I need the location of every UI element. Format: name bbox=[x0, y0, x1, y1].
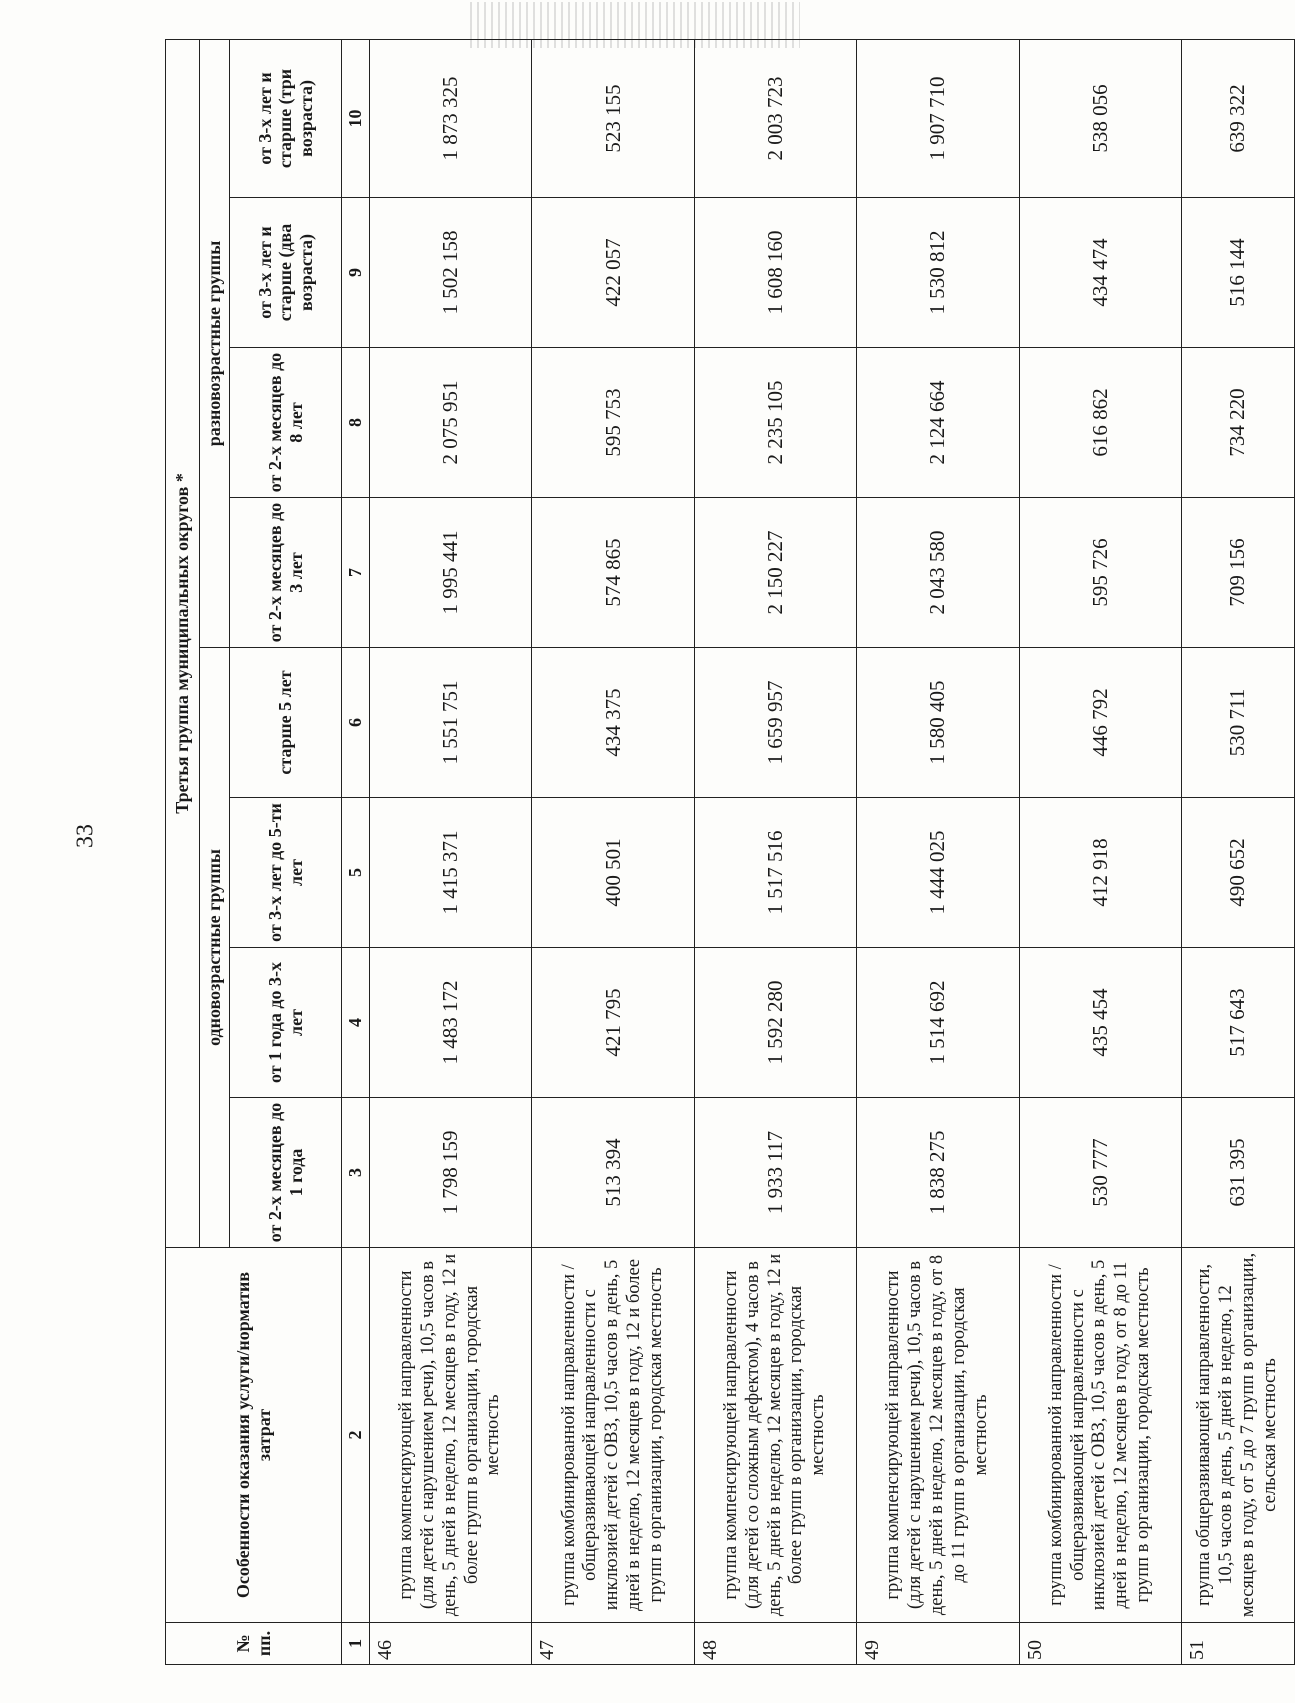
header-col-number: 4 bbox=[342, 948, 370, 1098]
cost-value: 538 056 bbox=[1019, 39, 1181, 197]
header-age-col-4: от 1 года до 3-х лет bbox=[230, 948, 342, 1098]
cost-value: 2 075 951 bbox=[370, 348, 532, 498]
cost-value: 434 375 bbox=[532, 648, 694, 798]
cost-value: 2 235 105 bbox=[694, 348, 856, 498]
cost-value: 1 502 158 bbox=[370, 198, 532, 348]
cost-value: 446 792 bbox=[1019, 648, 1181, 798]
cost-value: 709 156 bbox=[1181, 498, 1294, 648]
cost-value: 1 659 957 bbox=[694, 648, 856, 798]
service-description: группа общеразвивающей направленности, 10,5 часов в день, 5 дней в неделю, 12 месяцев в году, от 5 до 7 групп в организации, сельская местность bbox=[1181, 1248, 1294, 1623]
service-description: группа комбинированной направленности / общеразвивающей направленности с инклюзией детей с ОВЗ, 10,5 часов в день, 5 дней в неделю, 12 месяцев в году, 12 и более групп в организации, городская местность bbox=[532, 1248, 694, 1623]
cost-value: 400 501 bbox=[532, 798, 694, 948]
header-col-no: № пп. bbox=[166, 1623, 342, 1665]
cost-value: 517 643 bbox=[1181, 948, 1294, 1098]
cost-value: 1 444 025 bbox=[857, 798, 1019, 948]
cost-value: 422 057 bbox=[532, 198, 694, 348]
header-age-col-5: от 3-х лет до 5-ти лет bbox=[230, 798, 342, 948]
cost-value: 412 918 bbox=[1019, 798, 1181, 948]
cost-value: 1 933 117 bbox=[694, 1098, 856, 1248]
cost-value: 435 454 bbox=[1019, 948, 1181, 1098]
cost-value: 1 995 441 bbox=[370, 498, 532, 648]
header-col-number: 1 bbox=[342, 1623, 370, 1665]
cost-value: 574 865 bbox=[532, 498, 694, 648]
header-age-col-8: от 2-х месяцев до 8 лет bbox=[230, 348, 342, 498]
cost-value: 1 415 371 bbox=[370, 798, 532, 948]
header-col-number: 3 bbox=[342, 1098, 370, 1248]
header-subgroup-single: одновозрастные группы bbox=[200, 648, 230, 1248]
cost-value: 1 530 812 bbox=[857, 198, 1019, 348]
row-number: 49 bbox=[857, 1623, 1019, 1665]
service-description: группа комбинированной направленности / общеразвивающей направленности с инклюзией детей с ОВЗ, 10,5 часов в день, 5 дней в неделю, 12 месяцев в году, от 8 до 11 групп в организации, городская местность bbox=[1019, 1248, 1181, 1623]
header-col-number: 6 bbox=[342, 648, 370, 798]
table-row bbox=[370, 39, 532, 1664]
header-col-number: 7 bbox=[342, 498, 370, 648]
header-col-number: 8 bbox=[342, 348, 370, 498]
row-number: 50 bbox=[1019, 1623, 1181, 1665]
cost-value: 2 150 227 bbox=[694, 498, 856, 648]
cost-value: 595 753 bbox=[532, 348, 694, 498]
cost-value: 1 907 710 bbox=[857, 39, 1019, 197]
table-row bbox=[1181, 39, 1294, 1664]
cost-value: 530 711 bbox=[1181, 648, 1294, 798]
cost-value: 523 155 bbox=[532, 39, 694, 197]
header-subgroup-mixed: разновозрастные группы bbox=[200, 39, 230, 647]
page-number: 33 bbox=[72, 824, 99, 848]
cost-value: 421 795 bbox=[532, 948, 694, 1098]
cost-value: 2 124 664 bbox=[857, 348, 1019, 498]
cost-value: 1 514 692 bbox=[857, 948, 1019, 1098]
header-age-col-9: от 3-х лет и старше (два возраста) bbox=[230, 198, 342, 348]
table-row bbox=[1019, 39, 1181, 1664]
cost-value: 1 592 280 bbox=[694, 948, 856, 1098]
cost-norms-table-container bbox=[165, 40, 1295, 1665]
cost-value: 1 873 325 bbox=[370, 39, 532, 197]
table-row bbox=[532, 39, 694, 1664]
cost-value: 1 517 516 bbox=[694, 798, 856, 948]
header-group-title: Третья группа муниципальных округов * bbox=[166, 39, 200, 1247]
cost-value: 631 395 bbox=[1181, 1098, 1294, 1248]
cost-value: 1 608 160 bbox=[694, 198, 856, 348]
header-age-col-10: от 3-х лет и старше (три возраста) bbox=[230, 39, 342, 197]
cost-value: 490 652 bbox=[1181, 798, 1294, 948]
cost-value: 1 838 275 bbox=[857, 1098, 1019, 1248]
row-number: 48 bbox=[694, 1623, 856, 1665]
service-description: группа компенсирующей направленности (для детей со сложным дефектом), 4 часов в день, 5 дней в неделю, 12 месяцев в году, 12 и более групп в организации, городская местность bbox=[694, 1248, 856, 1623]
cost-value: 2 043 580 bbox=[857, 498, 1019, 648]
header-col-number: 2 bbox=[342, 1248, 370, 1623]
header-age-col-3: от 2-х месяцев до 1 года bbox=[230, 1098, 342, 1248]
cost-value: 595 726 bbox=[1019, 498, 1181, 648]
row-number: 46 bbox=[370, 1623, 532, 1665]
cost-value: 1 798 159 bbox=[370, 1098, 532, 1248]
cost-value: 516 144 bbox=[1181, 198, 1294, 348]
cost-value: 530 777 bbox=[1019, 1098, 1181, 1248]
header-col-number: 5 bbox=[342, 798, 370, 948]
header-age-col-7: от 2-х месяцев до 3 лет bbox=[230, 498, 342, 648]
cost-value: 1 580 405 bbox=[857, 648, 1019, 798]
service-description: группа компенсирующей направленности (для детей с нарушением речи), 10,5 часов в день, 5 дней в неделю, 12 месяцев в году, от 8 до 11 групп в организации, городская местность bbox=[857, 1248, 1019, 1623]
cost-value: 639 322 bbox=[1181, 39, 1294, 197]
cost-value: 1 483 172 bbox=[370, 948, 532, 1098]
cost-value: 434 474 bbox=[1019, 198, 1181, 348]
table-row bbox=[694, 39, 856, 1664]
header-col-number: 10 bbox=[342, 39, 370, 197]
header-col-desc: Особенности оказания услуги/норматив затрат bbox=[166, 1248, 342, 1623]
cost-value: 616 862 bbox=[1019, 348, 1181, 498]
header-col-number: 9 bbox=[342, 198, 370, 348]
row-number: 47 bbox=[532, 1623, 694, 1665]
table-row bbox=[857, 39, 1019, 1664]
cost-value: 513 394 bbox=[532, 1098, 694, 1248]
cost-value: 1 551 751 bbox=[370, 648, 532, 798]
cost-value: 2 003 723 bbox=[694, 39, 856, 197]
header-age-col-6: старше 5 лет bbox=[230, 648, 342, 798]
row-number: 51 bbox=[1181, 1623, 1294, 1665]
service-description: группа компенсирующей направленности (для детей с нарушением речи), 10,5 часов в день, 5 дней в неделю, 12 месяцев в году, 12 и более групп в организации, городская местность bbox=[370, 1248, 532, 1623]
cost-value: 734 220 bbox=[1181, 348, 1294, 498]
cost-norms-table bbox=[165, 39, 1295, 1665]
